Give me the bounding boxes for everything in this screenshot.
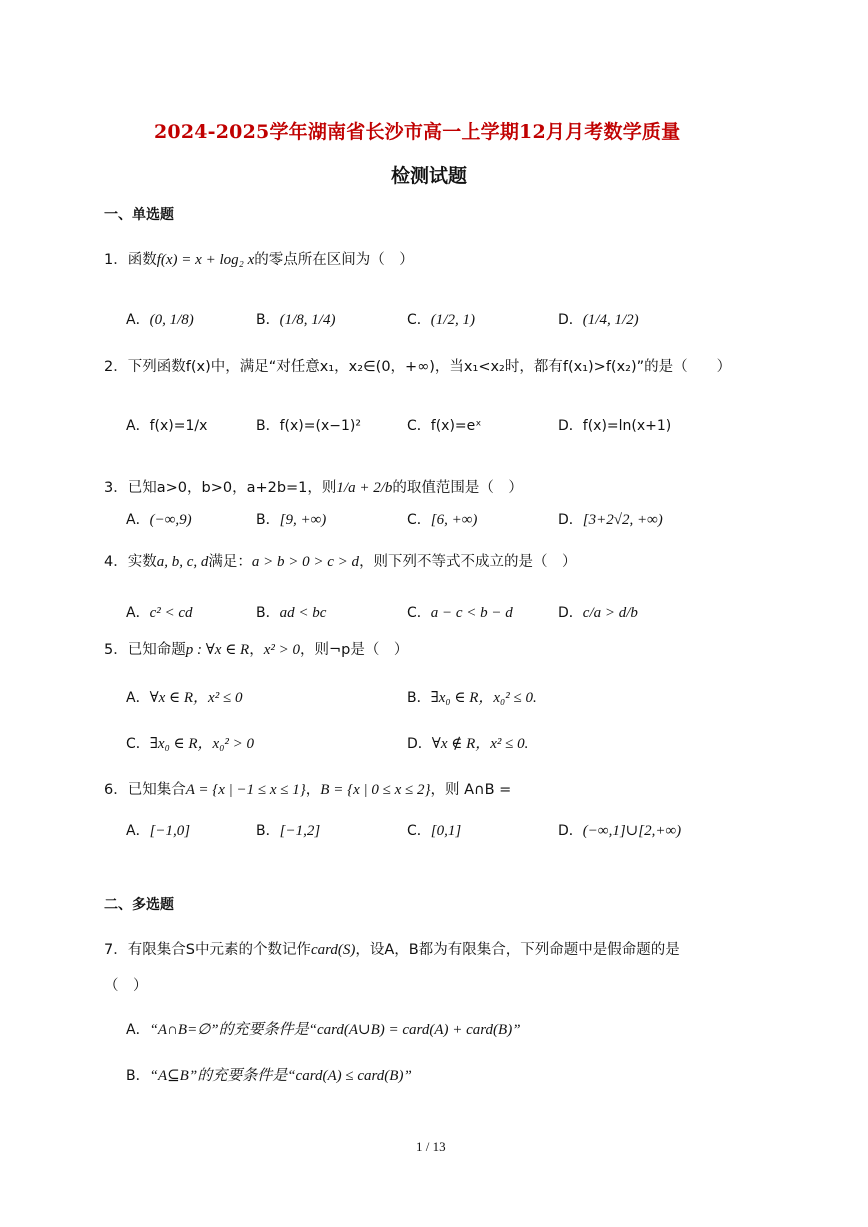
question-math: a, b, c, d bbox=[156, 554, 209, 570]
question-text: 已知命题 bbox=[127, 642, 186, 658]
option-5d: D．∀x ∉ R，x² ≤ 0. bbox=[407, 736, 529, 752]
question-text: ，设A，B都为有限集合，下列命题中是假命题的是 bbox=[355, 942, 680, 958]
question-text: ， bbox=[305, 782, 321, 798]
question-7-paren: （ ） bbox=[104, 978, 148, 994]
question-number: 4． bbox=[104, 554, 128, 570]
option-2a: A．f(x)=1/x bbox=[126, 418, 208, 434]
question-number: 2． bbox=[104, 359, 128, 375]
option-5a: A．∀x ∈ R，x² ≤ 0 bbox=[126, 690, 243, 706]
option-2b: B．f(x)=(x−1)² bbox=[256, 418, 361, 434]
option-6b: B．[−1,2] bbox=[256, 823, 321, 839]
question-text: 已知a>0，b>0，a+2b=1，则 bbox=[127, 480, 337, 496]
question-5 bbox=[104, 638, 408, 659]
option-6d: D．(−∞,1]∪[2,+∞) bbox=[558, 823, 682, 839]
question-math: x² > 0 bbox=[263, 642, 300, 658]
option-5c: C．∃x₀ ∈ R，x₀² > 0 bbox=[126, 736, 255, 752]
question-math: p : ∀x ∈ R bbox=[185, 642, 250, 658]
question-text: 已知集合 bbox=[127, 782, 186, 798]
section-heading-single: 一、单选题 bbox=[104, 207, 174, 223]
option-7a: A．“A∩B=∅”的充要条件是“card(A∪B) = card(A) + card(B)” bbox=[126, 1022, 521, 1038]
question-number: 3． bbox=[104, 480, 128, 496]
question-text: ，则下列不等式不成立的是（ ） bbox=[359, 554, 577, 570]
question-math: A = {x | −1 ≤ x ≤ 1} bbox=[185, 782, 306, 798]
option-3c: C．[6, +∞) bbox=[407, 512, 478, 528]
question-math: 1/a + 2/b bbox=[336, 480, 393, 496]
option-1c: C．(1/2, 1) bbox=[407, 312, 475, 328]
question-6 bbox=[104, 778, 511, 799]
document-title: 2024-2025学年湖南省长沙市高一上学期12月月考数学质量 bbox=[154, 121, 681, 143]
option-2d: D．f(x)=ln(x+1) bbox=[558, 418, 672, 434]
option-5b: B．∃x₀ ∈ R，x₀² ≤ 0. bbox=[407, 690, 537, 706]
option-1b: B．(1/8, 1/4) bbox=[256, 312, 336, 328]
option-4a: A．c² < cd bbox=[126, 605, 193, 621]
page-number: 1 / 13 bbox=[416, 1139, 446, 1154]
question-1 bbox=[104, 248, 414, 269]
question-4 bbox=[104, 550, 577, 571]
question-text: ，则 A∩B = bbox=[430, 782, 512, 798]
question-math: B = {x | 0 ≤ x ≤ 2} bbox=[320, 782, 431, 798]
question-math: a > b > 0 > c > d bbox=[251, 554, 360, 570]
option-4c: C．a − c < b − d bbox=[407, 605, 513, 621]
option-3b: B．[9, +∞) bbox=[256, 512, 327, 528]
question-math: card(S) bbox=[310, 942, 356, 958]
question-text: 有限集合S中元素的个数记作 bbox=[127, 942, 311, 958]
option-1d: D．(1/4, 1/2) bbox=[558, 312, 639, 328]
option-6a: A．[−1,0] bbox=[126, 823, 191, 839]
question-text: 函数 bbox=[127, 252, 157, 268]
question-text: 的取值范围是（ ） bbox=[392, 480, 523, 496]
question-2 bbox=[104, 355, 731, 376]
option-4b: B．ad < bc bbox=[256, 605, 327, 621]
question-math: f(x) = x + log₂ x bbox=[156, 252, 255, 268]
question-number: 5． bbox=[104, 642, 128, 658]
question-text: 实数 bbox=[127, 554, 157, 570]
option-3a: A．(−∞,9) bbox=[126, 512, 192, 528]
option-4d: D．c/a > d/b bbox=[558, 605, 638, 621]
option-7b: B．“A⊆B”的充要条件是“card(A) ≤ card(B)” bbox=[126, 1068, 412, 1084]
section-heading-multi: 二、多选题 bbox=[104, 897, 174, 913]
question-text: 的零点所在区间为（ ） bbox=[254, 252, 414, 268]
option-1a: A．(0, 1/8) bbox=[126, 312, 194, 328]
question-number: 1． bbox=[104, 252, 128, 268]
question-text: ，则¬p是（ ） bbox=[300, 642, 409, 658]
option-2c: C．f(x)=eˣ bbox=[407, 418, 482, 434]
question-text: 满足： bbox=[208, 554, 252, 570]
question-text: 下列函数f(x)中，满足“对任意x₁，x₂∈(0，+∞)，当x₁<x₂时，都有f(x₁)>f(x₂)”的是（ ） bbox=[127, 359, 732, 375]
question-text: ， bbox=[249, 642, 264, 658]
question-3 bbox=[104, 476, 523, 497]
option-3d: D．[3+2√2, +∞) bbox=[558, 512, 663, 528]
question-number: 7． bbox=[104, 942, 128, 958]
question-number: 6． bbox=[104, 782, 128, 798]
document-subtitle: 检测试题 bbox=[391, 165, 468, 187]
option-6c: C．[0,1] bbox=[407, 823, 462, 839]
question-7 bbox=[104, 938, 680, 959]
